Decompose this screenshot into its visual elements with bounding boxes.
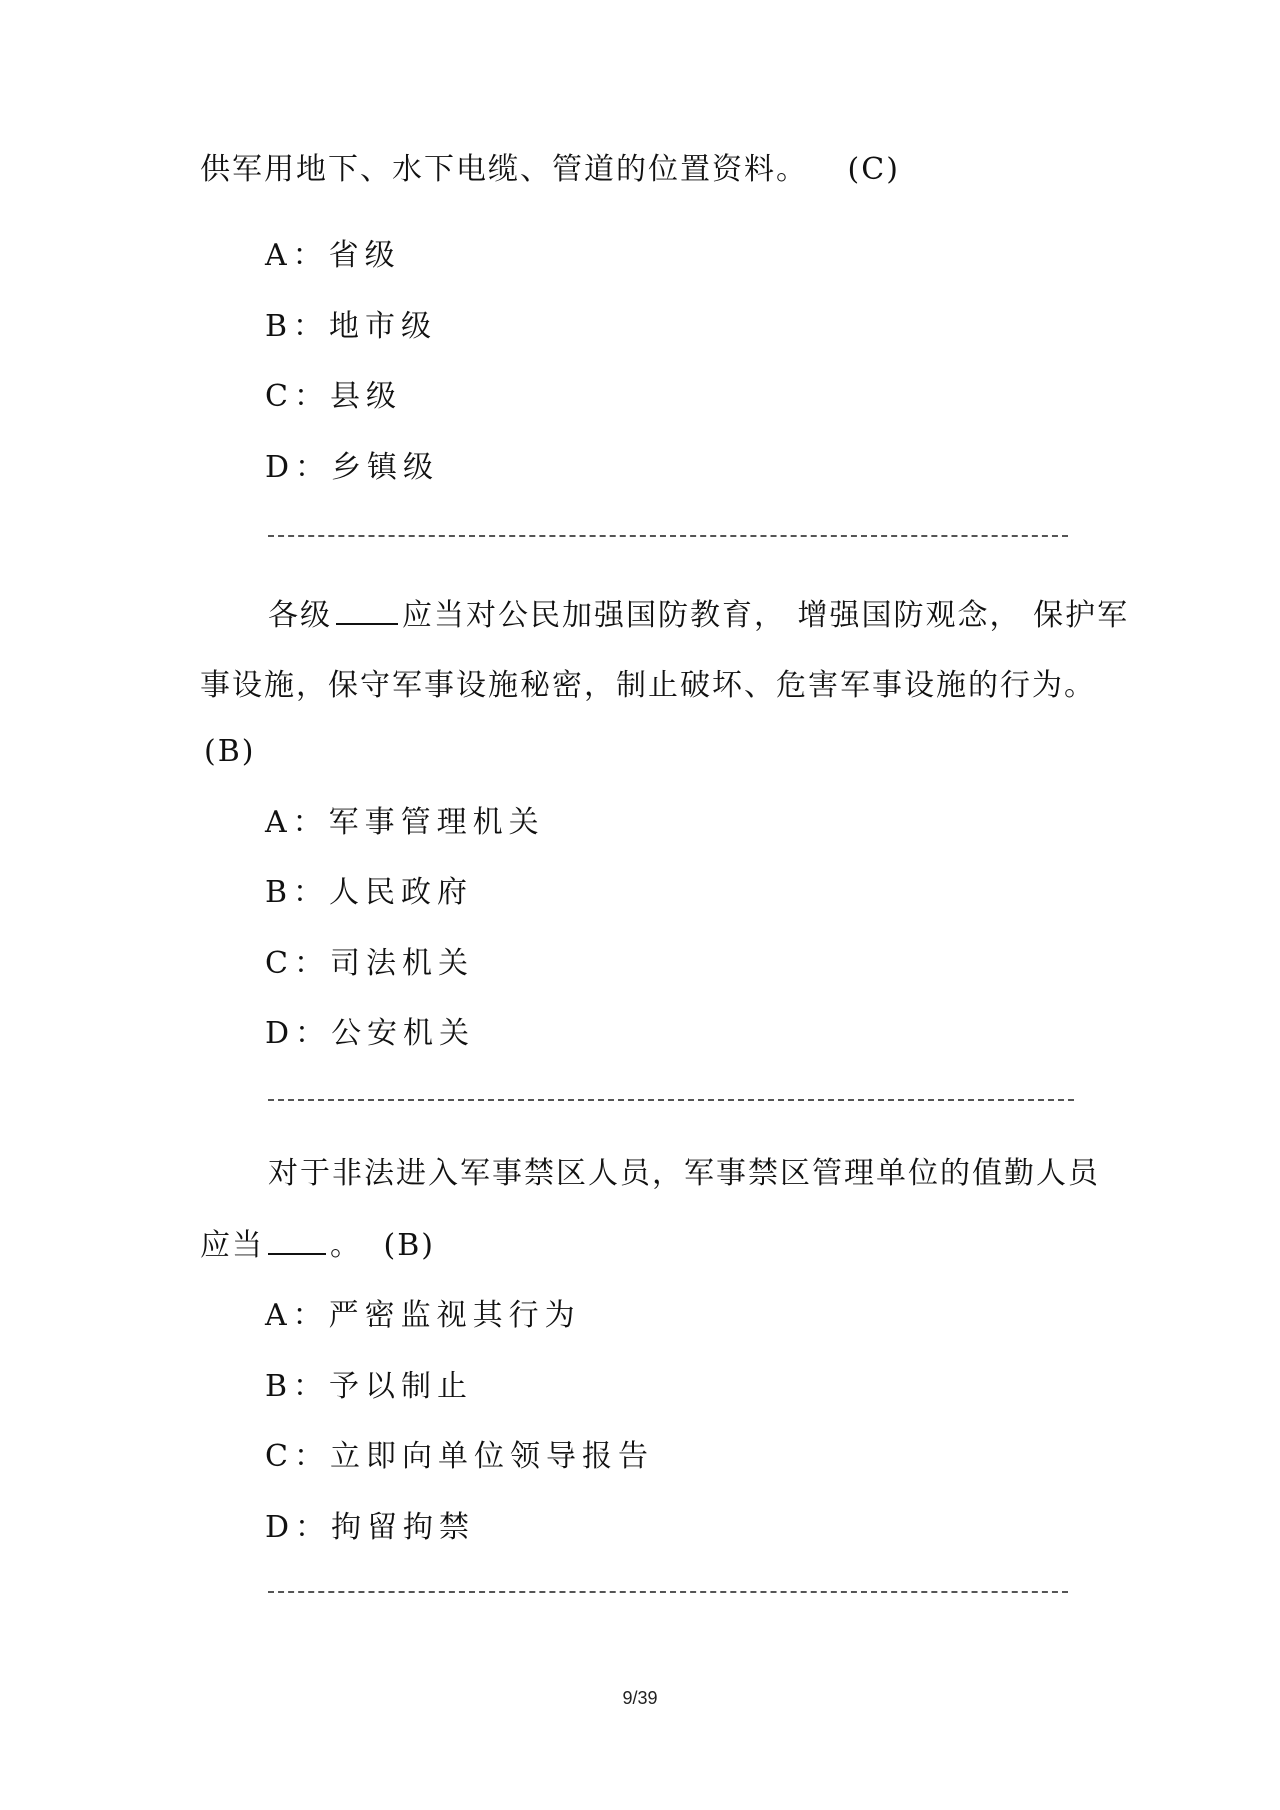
question-2-option-d bbox=[265, 1014, 475, 1054]
separator-line bbox=[268, 535, 1068, 537]
option-text: 地市级 bbox=[329, 309, 438, 344]
question-2-text-after-blank: 应当对公民加强国防教育， 增强国防观念， 保护军 bbox=[402, 598, 1130, 633]
option-text: 司法机关 bbox=[329, 946, 474, 981]
question-3-option-c bbox=[265, 1437, 654, 1477]
question-3-option-b bbox=[265, 1367, 473, 1407]
question-2-line-2 bbox=[200, 666, 1096, 706]
answer-blank bbox=[268, 1227, 326, 1255]
question-1-option-d bbox=[265, 448, 439, 488]
question-1-option-a bbox=[265, 236, 401, 276]
option-text: 立即向单位领导报告 bbox=[329, 1439, 654, 1474]
question-1-continuation: 供军用地下、水下电缆、管道的位置资料。 bbox=[200, 152, 808, 187]
question-2-answer bbox=[204, 732, 255, 772]
option-letter: B： bbox=[265, 1369, 330, 1404]
option-letter: D： bbox=[265, 450, 332, 485]
option-letter: B： bbox=[265, 309, 330, 344]
option-text: 县级 bbox=[329, 379, 402, 414]
option-letter: D： bbox=[265, 1510, 332, 1545]
option-letter: C： bbox=[265, 1439, 330, 1474]
option-letter: C： bbox=[265, 946, 330, 981]
option-text: 予以制止 bbox=[329, 1369, 474, 1404]
option-text: 严密监视其行为 bbox=[328, 1298, 581, 1333]
question-3-text: 对于非法进入军事禁区人员，军事禁区管理单位的值勤人员 bbox=[268, 1156, 1100, 1191]
question-3-answer: (B) bbox=[383, 1228, 436, 1263]
option-text: 乡镇级 bbox=[331, 450, 440, 485]
question-3-line-1 bbox=[268, 1154, 1100, 1194]
option-letter: A： bbox=[265, 238, 329, 273]
option-letter: D： bbox=[265, 1016, 332, 1051]
option-text: 人民政府 bbox=[329, 875, 474, 910]
question-3-line-2 bbox=[200, 1226, 435, 1266]
question-2-text-before-blank: 各级 bbox=[268, 598, 332, 633]
option-text: 拘留拘禁 bbox=[331, 1510, 476, 1545]
question-2-text: 事设施，保守军事设施秘密，制止破坏、危害军事设施的行为。 bbox=[200, 668, 1096, 703]
question-1-option-c bbox=[265, 377, 402, 417]
question-3-text-after-blank: 。 bbox=[330, 1228, 362, 1263]
separator-line bbox=[268, 1099, 1074, 1101]
question-2-option-b bbox=[265, 873, 473, 913]
answer-label: (B) bbox=[204, 734, 256, 769]
question-2-line-1 bbox=[268, 596, 1129, 636]
option-text: 省级 bbox=[328, 238, 401, 273]
option-letter: A： bbox=[265, 805, 329, 840]
question-3-text-before-blank: 应当 bbox=[200, 1228, 264, 1263]
page-number: 9/39 bbox=[622, 1688, 658, 1708]
option-letter: B： bbox=[265, 875, 330, 910]
question-1-text bbox=[200, 150, 900, 190]
question-2-option-a bbox=[265, 803, 545, 843]
option-letter: A： bbox=[265, 1298, 329, 1333]
option-letter: C： bbox=[265, 379, 330, 414]
question-3-option-a bbox=[265, 1296, 581, 1336]
separator-line bbox=[268, 1591, 1068, 1593]
question-2-option-c bbox=[265, 944, 474, 984]
question-3-option-d bbox=[265, 1508, 475, 1548]
option-text: 公安机关 bbox=[331, 1016, 476, 1051]
option-text: 军事管理机关 bbox=[328, 805, 545, 840]
answer-blank bbox=[336, 597, 398, 625]
question-1-option-b bbox=[265, 307, 437, 347]
question-1-answer: (C) bbox=[847, 152, 900, 187]
